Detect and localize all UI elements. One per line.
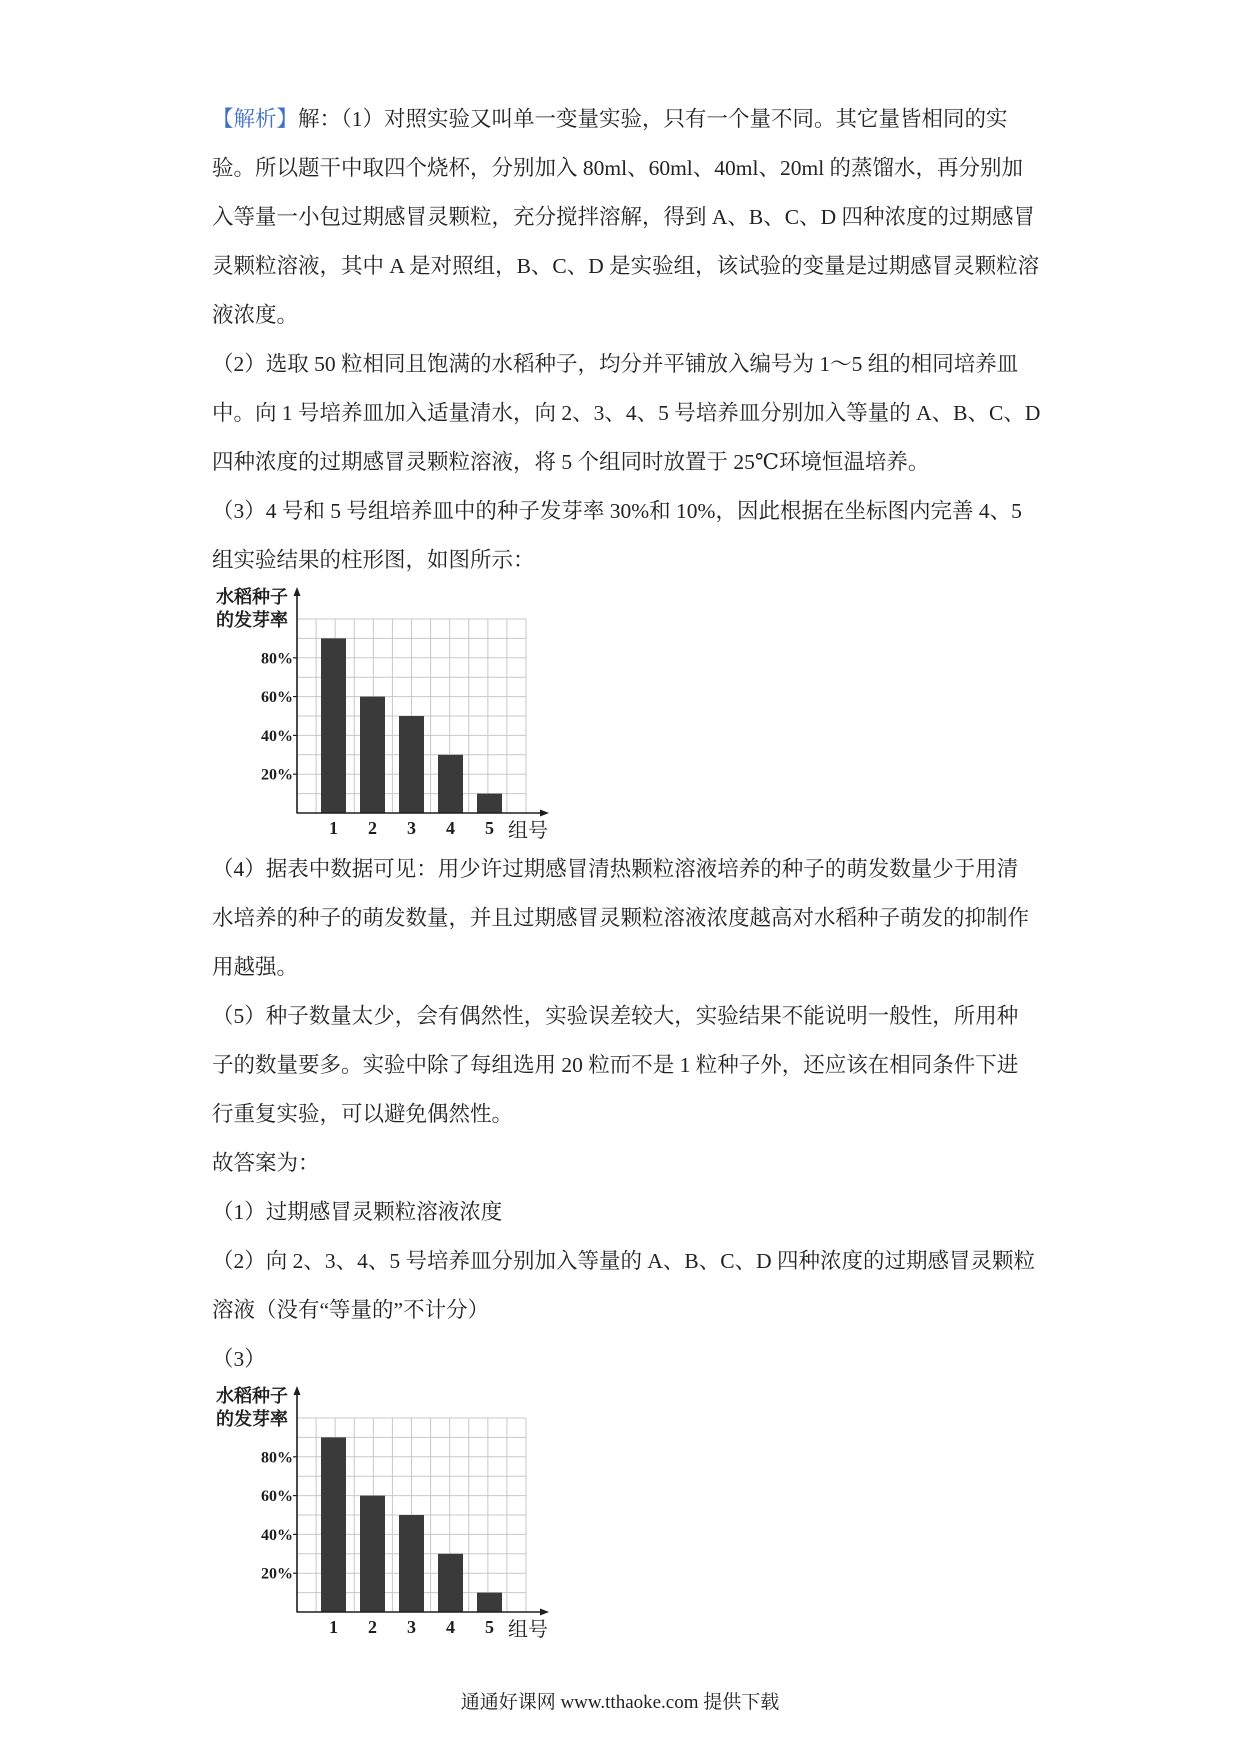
- x-tick-label: 3: [407, 1617, 416, 1637]
- y-axis-label: 的发芽率: [216, 1409, 288, 1429]
- paragraph-line: 四种浓度的过期感冒灵颗粒溶液，将 5 个组同时放置于 25℃环境恒温培养。: [212, 450, 930, 474]
- chart-bar: [399, 1515, 424, 1612]
- x-tick-label: 3: [407, 818, 416, 838]
- y-axis-arrow-icon: [294, 587, 301, 596]
- paragraph-line: （4）据表中数据可见：用少许过期感冒清热颗粒溶液培养的种子的萌发数量少于用清: [212, 857, 1019, 881]
- y-axis-label: 水稻种子: [216, 1386, 288, 1406]
- answer-bar-chart: [212, 1384, 552, 1644]
- answer-line: （1）过期感冒灵颗粒溶液浓度: [212, 1200, 503, 1224]
- answer-heading: 故答案为：: [212, 1151, 320, 1175]
- paragraph-line: （2）选取 50 粒相同且饱满的水稻种子，均分并平铺放入编号为 1～5 组的相同培养皿: [212, 352, 1019, 376]
- y-tick-label: 80%: [261, 650, 293, 668]
- paragraph-line: （5）种子数量太少，会有偶然性，实验误差较大，实验结果不能说明一般性，所用种: [212, 1004, 1019, 1028]
- answer-line: （2）向 2、3、4、5 号培养皿分别加入等量的 A、B、C、D 四种浓度的过期感冒灵颗粒: [212, 1249, 1035, 1273]
- paragraph-line: （3）4 号和 5 号组培养皿中的种子发芽率 30%和 10%，因此根据在坐标图内完善 4、5: [212, 499, 1022, 523]
- chart-bar: [399, 716, 424, 813]
- bar-chart-svg: [212, 585, 552, 845]
- y-axis-label: 的发芽率: [216, 610, 288, 630]
- document-body: [212, 95, 1092, 1644]
- answer-line: 溶液（没有“等量的”不计分）: [212, 1298, 490, 1322]
- paragraph-line: 液浓度。: [212, 303, 299, 327]
- chart-bar: [438, 755, 463, 813]
- paragraph-line: 灵颗粒溶液，其中 A 是对照组，B、C、D 是实验组，该试验的变量是过期感冒灵颗粒溶: [212, 254, 1040, 278]
- chart-bar: [321, 638, 346, 813]
- chart-bar: [477, 794, 502, 813]
- paragraph-line: [212, 95, 1092, 144]
- paragraph-line: 组实验结果的柱形图，如图所示：: [212, 548, 535, 572]
- x-axis-arrow-icon: [540, 810, 549, 817]
- analysis-tag: 【解析】: [212, 107, 299, 131]
- chart-bar: [360, 1496, 385, 1612]
- y-tick-label: 20%: [261, 766, 293, 784]
- answer-line: （3）: [212, 1347, 266, 1371]
- x-tick-label: 2: [368, 1617, 377, 1637]
- x-tick-label: 4: [446, 1617, 455, 1637]
- paragraph-line: 验。所以题干中取四个烧杯，分别加入 80ml、60ml、40ml、20ml 的蒸馏水，再分别加: [212, 156, 1024, 180]
- x-tick-label: 2: [368, 818, 377, 838]
- x-tick-label: 4: [446, 818, 455, 838]
- footer-source-text: 通通好课网 www.tthaoke.com 提供下载: [460, 1692, 780, 1713]
- germination-bar-chart: [212, 585, 552, 845]
- paragraph-line: 子的数量要多。实验中除了每组选用 20 粒而不是 1 粒种子外，还应该在相同条件下进: [212, 1053, 1019, 1077]
- x-tick-label: 1: [329, 1617, 338, 1637]
- chart-bar: [438, 1554, 463, 1612]
- y-tick-label: 40%: [261, 727, 293, 745]
- x-tick-label: 1: [329, 818, 338, 838]
- y-tick-label: 20%: [261, 1565, 293, 1583]
- x-axis-arrow-icon: [540, 1609, 549, 1616]
- chart-bar: [477, 1593, 502, 1612]
- y-tick-label: 60%: [261, 689, 293, 707]
- x-axis-label: 组号: [508, 1619, 548, 1641]
- paragraph-line: 入等量一小包过期感冒灵颗粒，充分搅拌溶解，得到 A、B、C、D 四种浓度的过期感冒: [212, 205, 1035, 229]
- chart-bar: [321, 1437, 346, 1612]
- paragraph-line: 水培养的种子的萌发数量，并且过期感冒灵颗粒溶液浓度越高对水稻种子萌发的抑制作: [212, 906, 1030, 930]
- chart-bar: [360, 697, 385, 813]
- y-tick-label: 60%: [261, 1488, 293, 1506]
- y-tick-label: 80%: [261, 1449, 293, 1467]
- y-axis-arrow-icon: [294, 1386, 301, 1395]
- x-axis-label: 组号: [508, 820, 548, 842]
- x-tick-label: 5: [485, 1617, 494, 1637]
- x-tick-label: 5: [485, 818, 494, 838]
- y-tick-label: 40%: [261, 1526, 293, 1544]
- paragraph-line: 用越强。: [212, 955, 299, 979]
- y-axis-label: 水稻种子: [216, 587, 288, 607]
- paragraph-text: 解：（1）对照实验又叫单一变量实验，只有一个量不同。其它量皆相同的实: [298, 107, 1008, 131]
- paragraph-line: 中。向 1 号培养皿加入适量清水，向 2、3、4、5 号培养皿分别加入等量的 A、B、C、D: [212, 401, 1041, 425]
- bar-chart-svg: [212, 1384, 552, 1644]
- paragraph-line: 行重复实验，可以避免偶然性。: [212, 1102, 514, 1126]
